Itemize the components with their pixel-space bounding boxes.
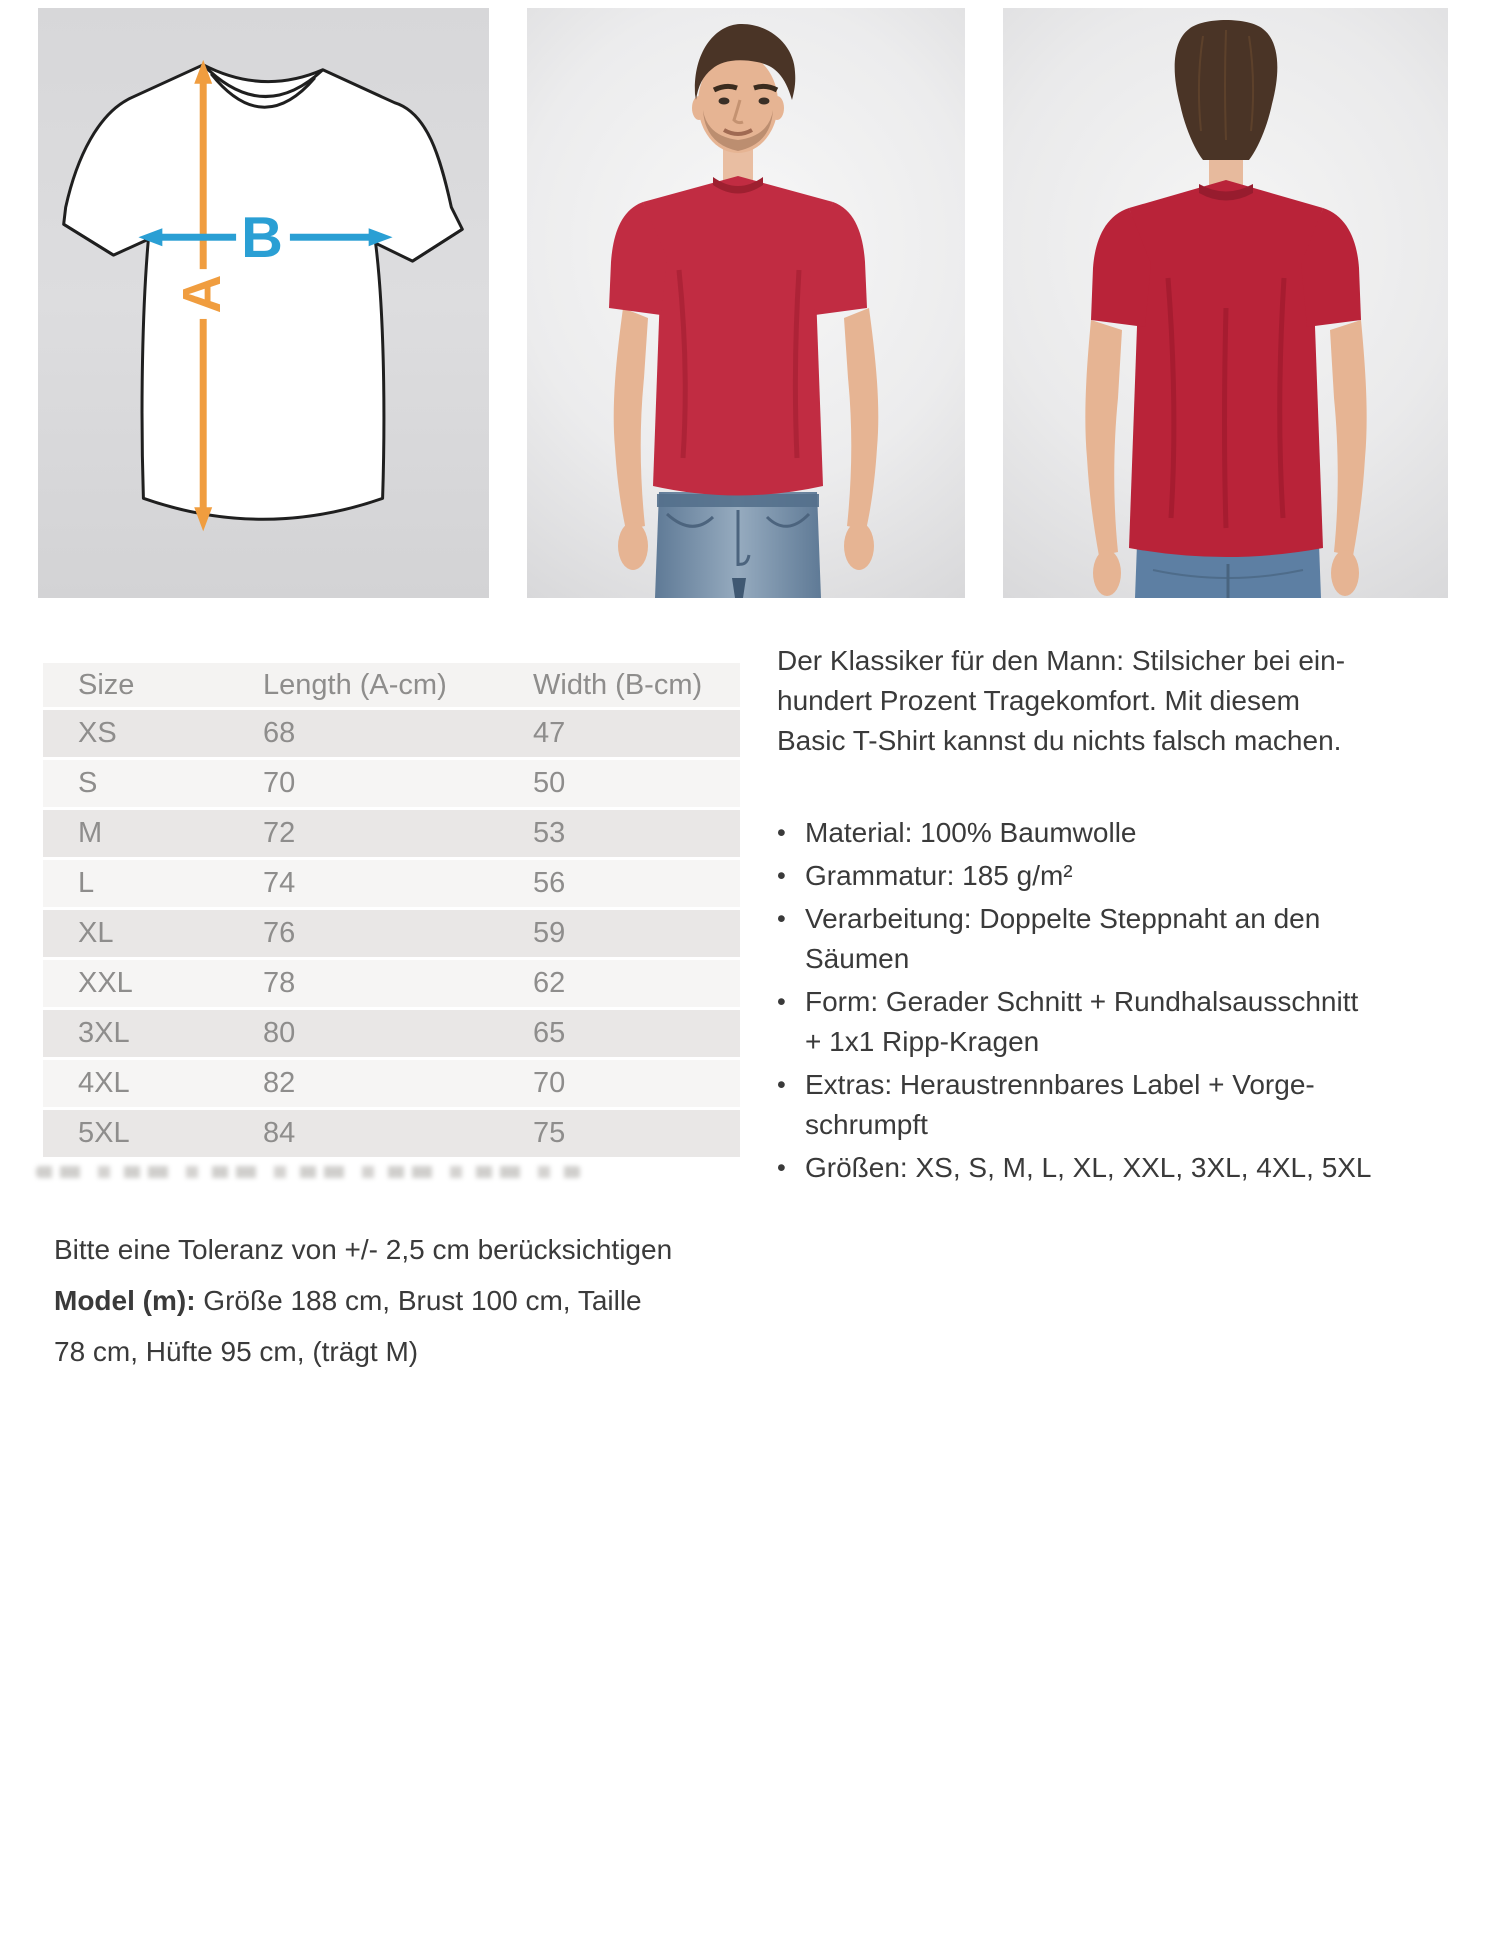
- feature-text: [805, 1148, 1372, 1188]
- model-back-illustration: [1003, 8, 1448, 598]
- table-row: [43, 860, 740, 907]
- table-row: [43, 710, 740, 757]
- bullet-icon: •: [777, 988, 786, 1016]
- table-cell-size: XL: [78, 917, 114, 949]
- table-cell-width: 47: [533, 717, 566, 749]
- feature-line: schrumpft: [805, 1109, 928, 1140]
- column-header-size: Size: [78, 668, 135, 701]
- model-front-photo: [527, 8, 965, 598]
- column-header-width: Width (B-cm): [533, 668, 703, 701]
- feature-item: [777, 856, 1467, 896]
- bullet-icon: •: [777, 905, 786, 933]
- table-row: [43, 910, 740, 957]
- description-intro: [777, 641, 1467, 761]
- table-cell-size: 5XL: [78, 1117, 130, 1149]
- measurement-notes: [54, 1224, 672, 1377]
- table-cell-length: 78: [263, 967, 296, 999]
- feature-line: Extras: Heraustrennbares Label + Vorge-: [805, 1069, 1315, 1100]
- model-back-photo: [1003, 8, 1448, 598]
- feature-text: [805, 899, 1320, 979]
- model-note-line1: [54, 1275, 672, 1326]
- table-cell-length: 70: [263, 767, 296, 799]
- cropped-text-artifact: [36, 1166, 581, 1178]
- feature-line: Säumen: [805, 943, 910, 974]
- feature-line: Größen: XS, S, M, L, XL, XXL, 3XL, 4XL, 5XL: [805, 1152, 1372, 1183]
- bullet-icon: •: [777, 862, 786, 890]
- size-table: [43, 663, 740, 1160]
- feature-item: [777, 899, 1467, 979]
- table-cell-width: 59: [533, 917, 566, 949]
- table-cell-size: S: [78, 767, 98, 799]
- feature-item: [777, 1148, 1467, 1188]
- model-front-illustration: [527, 8, 965, 598]
- table-cell-size: 4XL: [78, 1067, 130, 1099]
- bullet-icon: •: [777, 819, 786, 847]
- feature-line: Verarbeitung: Doppelte Steppnaht an den: [805, 903, 1321, 934]
- model-note-line2: 78 cm, Hüfte 95 cm, (trägt M): [54, 1336, 419, 1367]
- table-row: [43, 1010, 740, 1057]
- feature-text: [805, 1065, 1315, 1145]
- table-row: [43, 1110, 740, 1157]
- bullet-icon: •: [777, 1154, 786, 1182]
- feature-line: Material: 100% Baumwolle: [805, 817, 1137, 848]
- size-table-header: [43, 663, 740, 707]
- table-row: [43, 760, 740, 807]
- feature-item: [777, 982, 1467, 1062]
- table-cell-size: XXL: [78, 967, 133, 999]
- table-cell-width: 75: [533, 1117, 566, 1149]
- table-cell-size: 3XL: [78, 1017, 130, 1049]
- table-cell-length: 82: [263, 1067, 296, 1099]
- table-cell-length: 72: [263, 817, 296, 849]
- feature-list: [777, 813, 1467, 1188]
- feature-text: [805, 813, 1137, 853]
- feature-line: Form: Gerader Schnitt + Rundhalsausschnitt: [805, 986, 1359, 1017]
- model-note-label: Model (m):: [54, 1285, 196, 1316]
- length-label-a: A: [172, 274, 233, 314]
- feature-text: [805, 982, 1358, 1062]
- intro-line: hundert Prozent Tragekomfort. Mit diesem: [777, 685, 1300, 716]
- size-diagram-image: [38, 8, 489, 598]
- table-cell-width: 53: [533, 817, 566, 849]
- table-cell-width: 62: [533, 967, 566, 999]
- table-cell-length: 68: [263, 717, 296, 749]
- model-note-rest: Größe 188 cm, Brust 100 cm, Taille: [195, 1285, 642, 1316]
- feature-item: [777, 813, 1467, 853]
- table-cell-size: XS: [78, 717, 117, 749]
- intro-line: Basic T-Shirt kannst du nichts falsch machen.: [777, 725, 1342, 756]
- model-tshirt-front: [609, 176, 867, 496]
- table-cell-size: M: [78, 817, 103, 849]
- table-cell-size: L: [78, 867, 95, 899]
- intro-line: Der Klassiker für den Mann: Stilsicher bei ein-: [777, 645, 1346, 676]
- model-jeans: [655, 492, 821, 598]
- table-row: [43, 960, 740, 1007]
- feature-text: [805, 856, 1073, 896]
- feature-line: + 1x1 Ripp-Kragen: [805, 1026, 1040, 1057]
- width-label-b: B: [241, 206, 283, 271]
- table-cell-length: 84: [263, 1117, 296, 1149]
- feature-item: [777, 1065, 1467, 1145]
- table-cell-width: 65: [533, 1017, 566, 1049]
- table-cell-length: 74: [263, 867, 296, 899]
- bullet-icon: •: [777, 1071, 786, 1099]
- tolerance-note: Bitte eine Toleranz von +/- 2,5 cm berücksichtigen: [54, 1234, 673, 1265]
- column-header-length: Length (A-cm): [263, 668, 447, 701]
- feature-line: Grammatur: 185 g/m²: [805, 860, 1073, 891]
- table-cell-length: 80: [263, 1017, 296, 1049]
- table-row: [43, 1060, 740, 1107]
- table-cell-width: 56: [533, 867, 566, 899]
- table-cell-width: 70: [533, 1067, 566, 1099]
- tshirt-measure-diagram: [38, 8, 489, 598]
- product-description: [777, 641, 1467, 1191]
- table-cell-width: 50: [533, 767, 566, 799]
- tshirt-outline: [64, 65, 463, 519]
- size-table-body: [43, 710, 740, 1157]
- table-cell-length: 76: [263, 917, 296, 949]
- table-row: [43, 810, 740, 857]
